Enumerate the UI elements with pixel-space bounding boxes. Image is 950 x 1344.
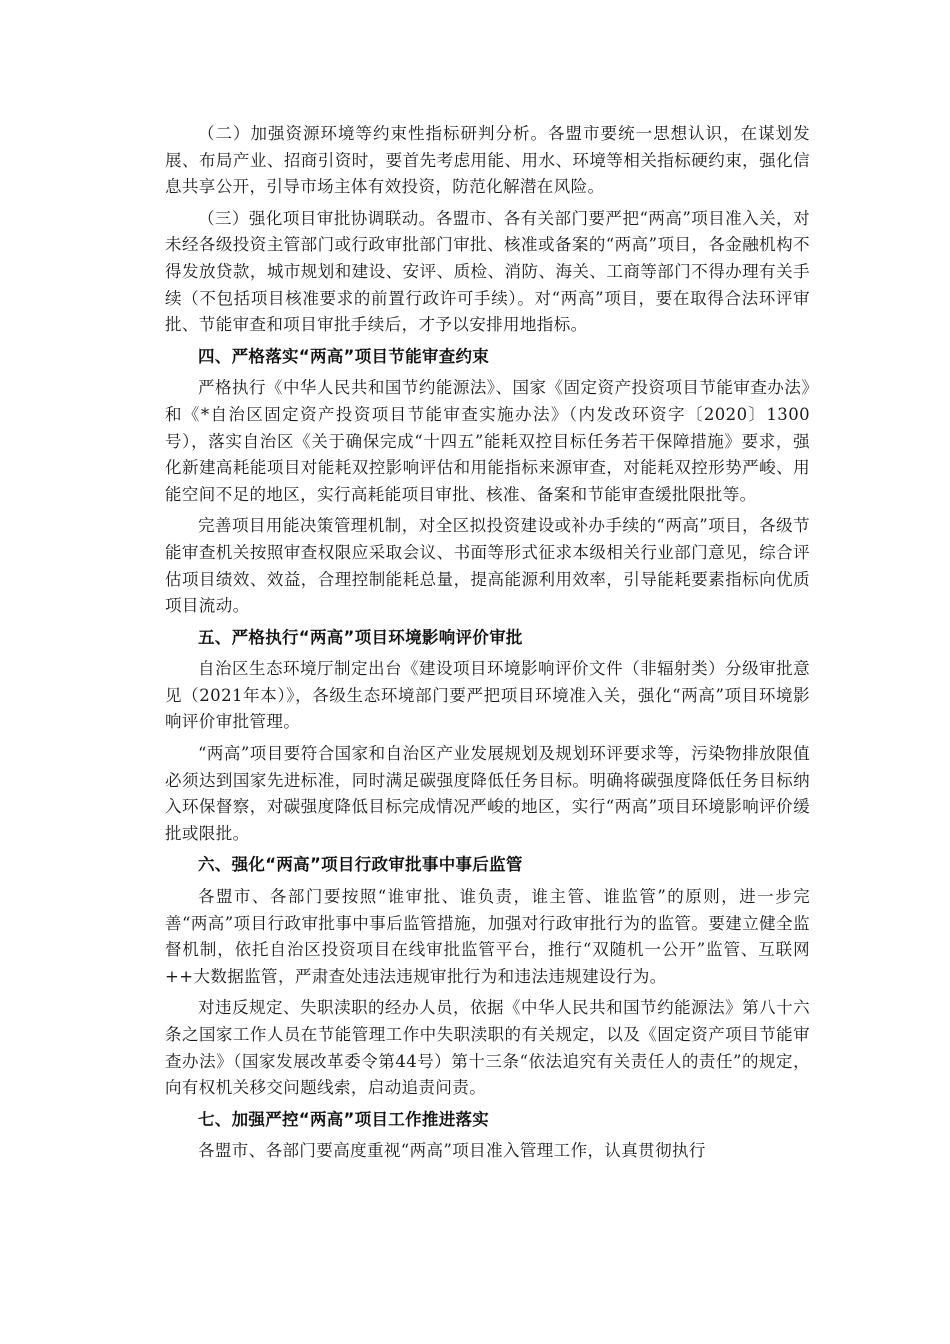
document-page — [165, 121, 810, 1170]
paragraph-section-2-3: （三）强化项目审批协调联动。各盟市、各有关部门要严把“两高”项目准入关，对未经各级投资主管部门或行政审批部门审批、核准或备案的“两高”项目，各金融机构不得发放贷款，城市规划和建设、安评、质检、消防、海关、工商等部门不得办理有关手续（不包括项目核准要求的前置行政许可手续）。对“两高”项目，要在取得合法环评审批、节能审查和项目审批手续后，才予以安排用地指标。 — [165, 208, 810, 335]
paragraph-section-5-2: “两高”项目要符合国家和自治区产业发展规划及规划环评要求等，污染物排放限值必须达到国家先进标准，同时满足碳强度降低任务目标。明确将碳强度降低任务目标纳入环保督察，对碳强度降低目标完成情况严峻的地区，实行“两高”项目环境影响评价缓批或限批。 — [165, 744, 810, 843]
section-heading-5: 五、严格执行“两高”项目环境影响评价审批 — [198, 627, 523, 647]
paragraph-section-4-1: 严格执行《中华人民共和国节约能源法》、国家《固定资产投资项目节能审查办法》和《*自治区固定资产投资项目节能审查实施办法》（内发改环资字〔2020〕1300号），落实自治区《关于确保完成“十四五”能耗双控目标任务若干保障措施》要求，强化新建高耗能项目对能耗双控影响评估和用能指标来源审查，对能耗双控形势严峻、用能空间不足的地区，实行高耗能项目审批、核准、备案和节能审查缓批限批等。 — [165, 378, 810, 504]
paragraph-section-6-2: 对违反规定、失职渎职的经办人员，依据《中华人民共和国节约能源法》第八十六条之国家工作人员在节能管理工作中失职渎职的有关规定，以及《固定资产项目节能审查办法》（国家发展改革委令第44号）第十三条“依法追究有关责任人的责任”的规定，向有权机关移交问题线索，启动追责问责。 — [165, 998, 810, 1098]
paragraph-section-4-2: 完善项目用能决策管理机制，对全区拟投资建设或补办手续的“两高”项目，各级节能审查机关按照审查权限应采取会议、书面等形式征求本级相关行业部门意见，综合评估项目绩效、效益，合理控制能耗总量，提高能源利用效率，引导能耗要素指标向优质项目流动。 — [165, 516, 810, 616]
paragraph-section-5-1: 自治区生态环境厅制定出台《建设项目环境影响评价文件（非辐射类）分级审批意见（2021年本）》，各级生态环境部门要严把项目环境准入关，强化“两高”项目环境影响评价审批管理。 — [165, 659, 810, 732]
paragraph-section-2-2: （二）加强资源环境等约束性指标研判分析。各盟市要统一思想认识，在谋划发展、布局产业、招商引资时，要首先考虑用能、用水、环境等相关指标硬约束，强化信息共享公开，引导市场主体有效投资，防范化解潜在风险。 — [165, 124, 810, 197]
paragraph-section-6-1: 各盟市、各部门要按照“谁审批、谁负责，谁主管、谁监管”的原则，进一步完善“两高”项目行政审批事中事后监管措施，加强对行政审批行为的监管。要建立健全监督机制，依托自治区投资项目在线审批监管平台，推行“双随机一公开”监管、互联网++大数据监管，严肃查处违法违规审批行为和违法违规建设行为。 — [165, 887, 810, 986]
paragraph-section-7-1: 各盟市、各部门要高度重视“两高”项目准入管理工作，认真贯彻执行 — [198, 1141, 706, 1161]
section-heading-4: 四、严格落实“两高”项目节能审查约束 — [198, 346, 490, 366]
section-heading-6: 六、强化“两高”项目行政审批事中事后监管 — [198, 855, 523, 875]
section-heading-7: 七、加强严控“两高”项目工作推进落实 — [198, 1109, 490, 1129]
